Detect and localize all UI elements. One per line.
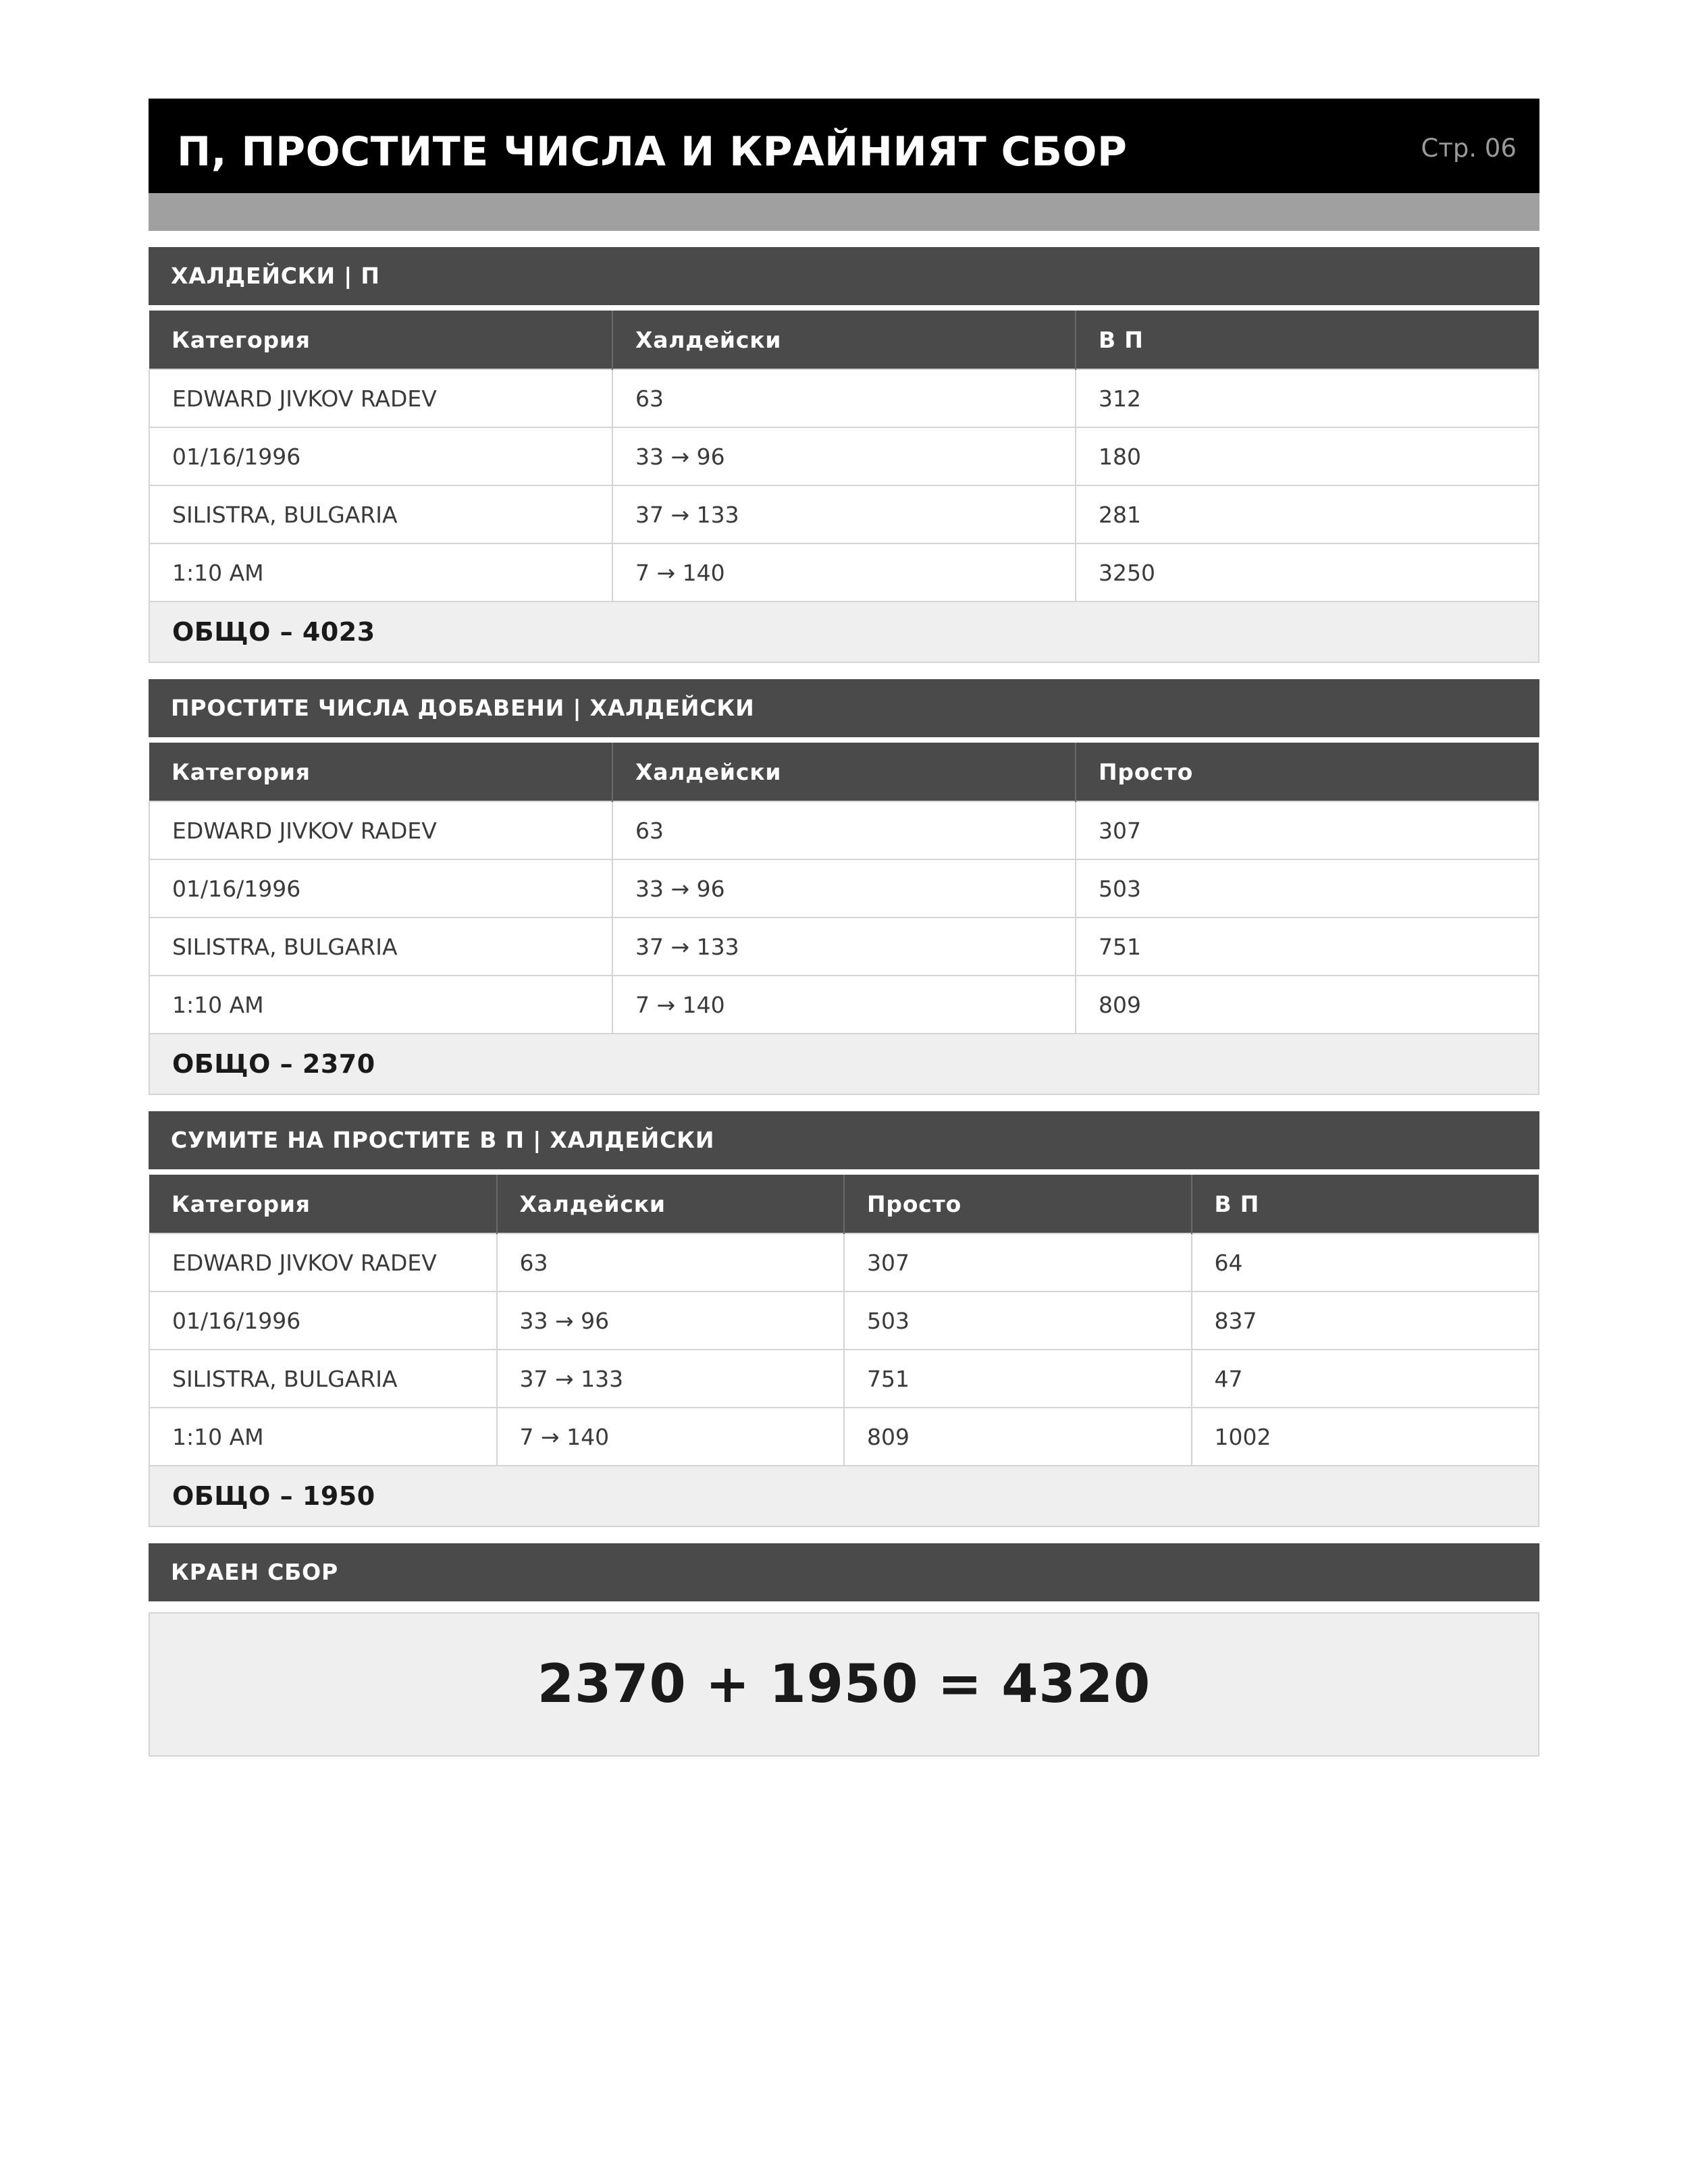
table-cell: 7 → 140 [612, 543, 1076, 602]
page-title: П, ПРОСТИТЕ ЧИСЛА И КРАЙНИЯТ СБОР [177, 128, 1128, 176]
table-cell: 37 → 133 [497, 1350, 845, 1408]
table-cell: 307 [844, 1233, 1192, 1291]
table-row [149, 1350, 1539, 1408]
table-cell: 307 [1076, 801, 1539, 859]
table-cell: 312 [1076, 369, 1539, 427]
section-title: ПРОСТИТЕ ЧИСЛА ДОБАВЕНИ | ХАЛДЕЙСКИ [149, 679, 1539, 737]
table-row [149, 369, 1539, 427]
column-header: Категория [149, 1175, 497, 1233]
section-prime-sums-pi [149, 1111, 1539, 1527]
table-cell: 281 [1076, 485, 1539, 543]
page-header [149, 99, 1539, 193]
column-header: В П [1076, 311, 1539, 369]
table-header-row [149, 1175, 1539, 1233]
table-cell: 837 [1192, 1291, 1539, 1350]
table-row [149, 976, 1539, 1034]
table-cell: 503 [844, 1291, 1192, 1350]
table-cell: 33 → 96 [497, 1291, 845, 1350]
column-header: Просто [844, 1175, 1192, 1233]
table-cell: SILISTRA, BULGARIA [149, 917, 612, 976]
table-cell: 7 → 140 [497, 1408, 845, 1466]
section-total: ОБЩО – 4023 [149, 602, 1539, 663]
section-primes-added [149, 679, 1539, 1095]
column-header: Категория [149, 311, 612, 369]
table-cell: 64 [1192, 1233, 1539, 1291]
column-header: Халдейски [497, 1175, 845, 1233]
column-header: Просто [1076, 743, 1539, 801]
table-row [149, 917, 1539, 976]
table-cell: 751 [844, 1350, 1192, 1408]
table-cell: SILISTRA, BULGARIA [149, 1350, 497, 1408]
data-table [149, 1175, 1539, 1466]
table-cell: EDWARD JIVKOV RADEV [149, 369, 612, 427]
section-total: ОБЩО – 2370 [149, 1034, 1539, 1095]
section-title: СУМИТЕ НА ПРОСТИТЕ В П | ХАЛДЕЙСКИ [149, 1111, 1539, 1169]
table-cell: 1002 [1192, 1408, 1539, 1466]
column-header: Халдейски [612, 311, 1076, 369]
table-row [149, 859, 1539, 917]
table-cell: 751 [1076, 917, 1539, 976]
table-row [149, 801, 1539, 859]
table-cell: 1:10 AM [149, 543, 612, 602]
table-cell: 33 → 96 [612, 427, 1076, 485]
header-band [149, 193, 1539, 231]
table-header-row [149, 311, 1539, 369]
table-cell: EDWARD JIVKOV RADEV [149, 801, 612, 859]
data-table [149, 311, 1539, 602]
table-cell: EDWARD JIVKOV RADEV [149, 1233, 497, 1291]
table-cell: 809 [844, 1408, 1192, 1466]
table-cell: 503 [1076, 859, 1539, 917]
table-cell: 37 → 133 [612, 485, 1076, 543]
table-cell: 1:10 AM [149, 1408, 497, 1466]
table-cell: 1:10 AM [149, 976, 612, 1034]
table-cell: 63 [612, 369, 1076, 427]
table-cell: 63 [612, 801, 1076, 859]
table-row [149, 1291, 1539, 1350]
table-cell: 3250 [1076, 543, 1539, 602]
page-number: Стр. 06 [1421, 134, 1516, 163]
section-chaldean-pi [149, 247, 1539, 663]
table-cell: 809 [1076, 976, 1539, 1034]
table-cell: 01/16/1996 [149, 1291, 497, 1350]
data-table [149, 743, 1539, 1034]
column-header: В П [1192, 1175, 1539, 1233]
document-page [149, 99, 1539, 1757]
table-cell: 47 [1192, 1350, 1539, 1408]
table-row [149, 1233, 1539, 1291]
table-header-row [149, 743, 1539, 801]
table-row [149, 1408, 1539, 1466]
table-cell: 01/16/1996 [149, 427, 612, 485]
table-cell: 7 → 140 [612, 976, 1076, 1034]
table-cell: 63 [497, 1233, 845, 1291]
section-total: ОБЩО – 1950 [149, 1466, 1539, 1527]
table-row [149, 485, 1539, 543]
table-cell: SILISTRA, BULGARIA [149, 485, 612, 543]
column-header: Халдейски [612, 743, 1076, 801]
table-cell: 37 → 133 [612, 917, 1076, 976]
column-header: Категория [149, 743, 612, 801]
table-cell: 01/16/1996 [149, 859, 612, 917]
section-final-sum [149, 1543, 1539, 1757]
final-equation: 2370 + 1950 = 4320 [149, 1612, 1539, 1757]
table-cell: 33 → 96 [612, 859, 1076, 917]
table-cell: 180 [1076, 427, 1539, 485]
section-title: КРАЕН СБОР [149, 1543, 1539, 1601]
section-title: ХАЛДЕЙСКИ | П [149, 247, 1539, 305]
table-row [149, 427, 1539, 485]
table-row [149, 543, 1539, 602]
